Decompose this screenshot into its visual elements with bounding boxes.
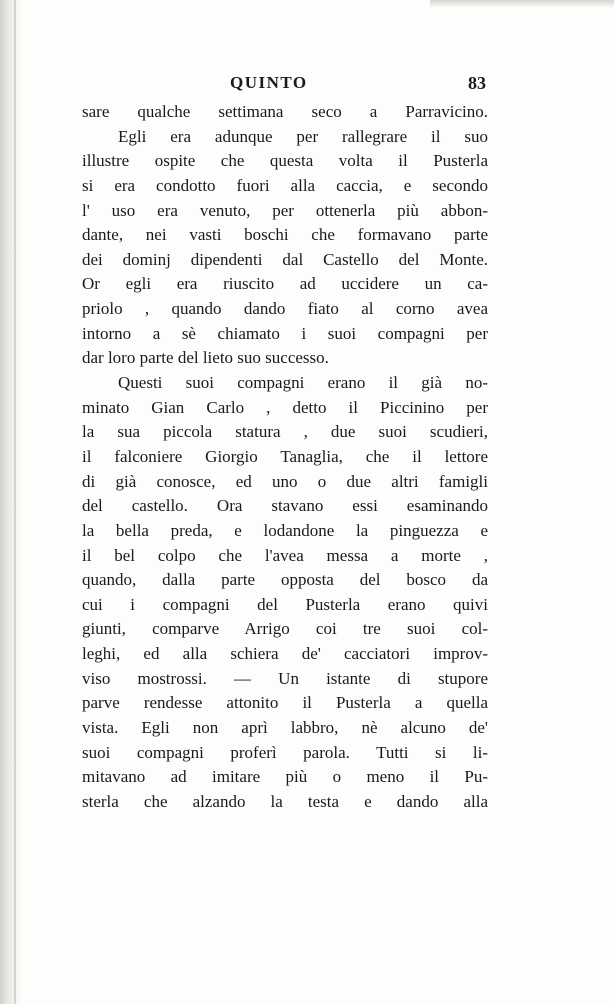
text-line: dante, nei vasti boschi che formavano parte [82,225,488,245]
body-text [82,100,488,815]
text-line: intorno a sè chiamato i suoi compagni per [82,323,488,343]
text-line: Or egli era riuscito ad uccidere un ca- [82,274,488,294]
text-line: il falconiere Giorgio Tanaglia, che il lettore [82,446,488,466]
page-header [80,73,490,97]
text-line: priolo , quando dando fiato al corno avea [82,299,488,319]
scan-smudge [430,0,614,8]
running-head: QUINTO [230,73,308,92]
text-line: viso mostrossi. — Un istante di stupore [82,668,488,688]
text-line: il bel colpo che l'avea messa a morte , [82,545,488,565]
text-line: sare qualche settimana seco a Parravicino. [82,102,488,121]
text-line: si era condotto fuori alla caccia, e secondo [82,175,488,195]
text-line: la sua piccola statura , due suoi scudieri, [82,422,488,442]
text-line: di già conosce, ed uno o due altri famigli [82,471,488,491]
text-line: cui i compagni del Pusterla erano quivi [82,594,488,614]
text-line: mitavano ad imitare più o meno il Pu- [82,767,488,787]
text-line: vista. Egli non aprì labbro, nè alcuno de' [82,718,488,738]
text-line: Questi suoi compagni erano il già no- [118,373,488,393]
text-line: quando, dalla parte opposta del bosco da [82,570,488,590]
text-line: giunti, comparve Arrigo coi tre suoi col- [82,619,488,639]
text-line: dei dominj dipendenti dal Castello del Monte. [82,249,488,269]
text-line: leghi, ed alla schiera de' cacciatori improv- [82,644,488,664]
text-line: Egli era adunque per rallegrare il suo [118,126,488,146]
binding-edge [14,0,16,1004]
text-line: l' uso era venuto, per ottenerla più abbon- [82,200,488,220]
page-number: 83 [468,73,486,93]
text-line: la bella preda, e lodandone la pinguezza e [82,520,488,540]
text-line: minato Gian Carlo , detto il Piccinino per [82,397,488,417]
text-line: del castello. Ora stavano essi esaminando [82,496,488,516]
text-line: suoi compagni proferì parola. Tutti si li- [82,742,488,762]
text-line: dar loro parte del lieto suo successo. [82,348,329,368]
text-line: sterla che alzando la testa e dando alla [82,791,488,811]
text-line: illustre ospite che questa volta il Pusterla [82,151,488,171]
binding-shadow [0,0,22,1004]
text-line: parve rendesse attonito il Pusterla a quella [82,693,488,713]
